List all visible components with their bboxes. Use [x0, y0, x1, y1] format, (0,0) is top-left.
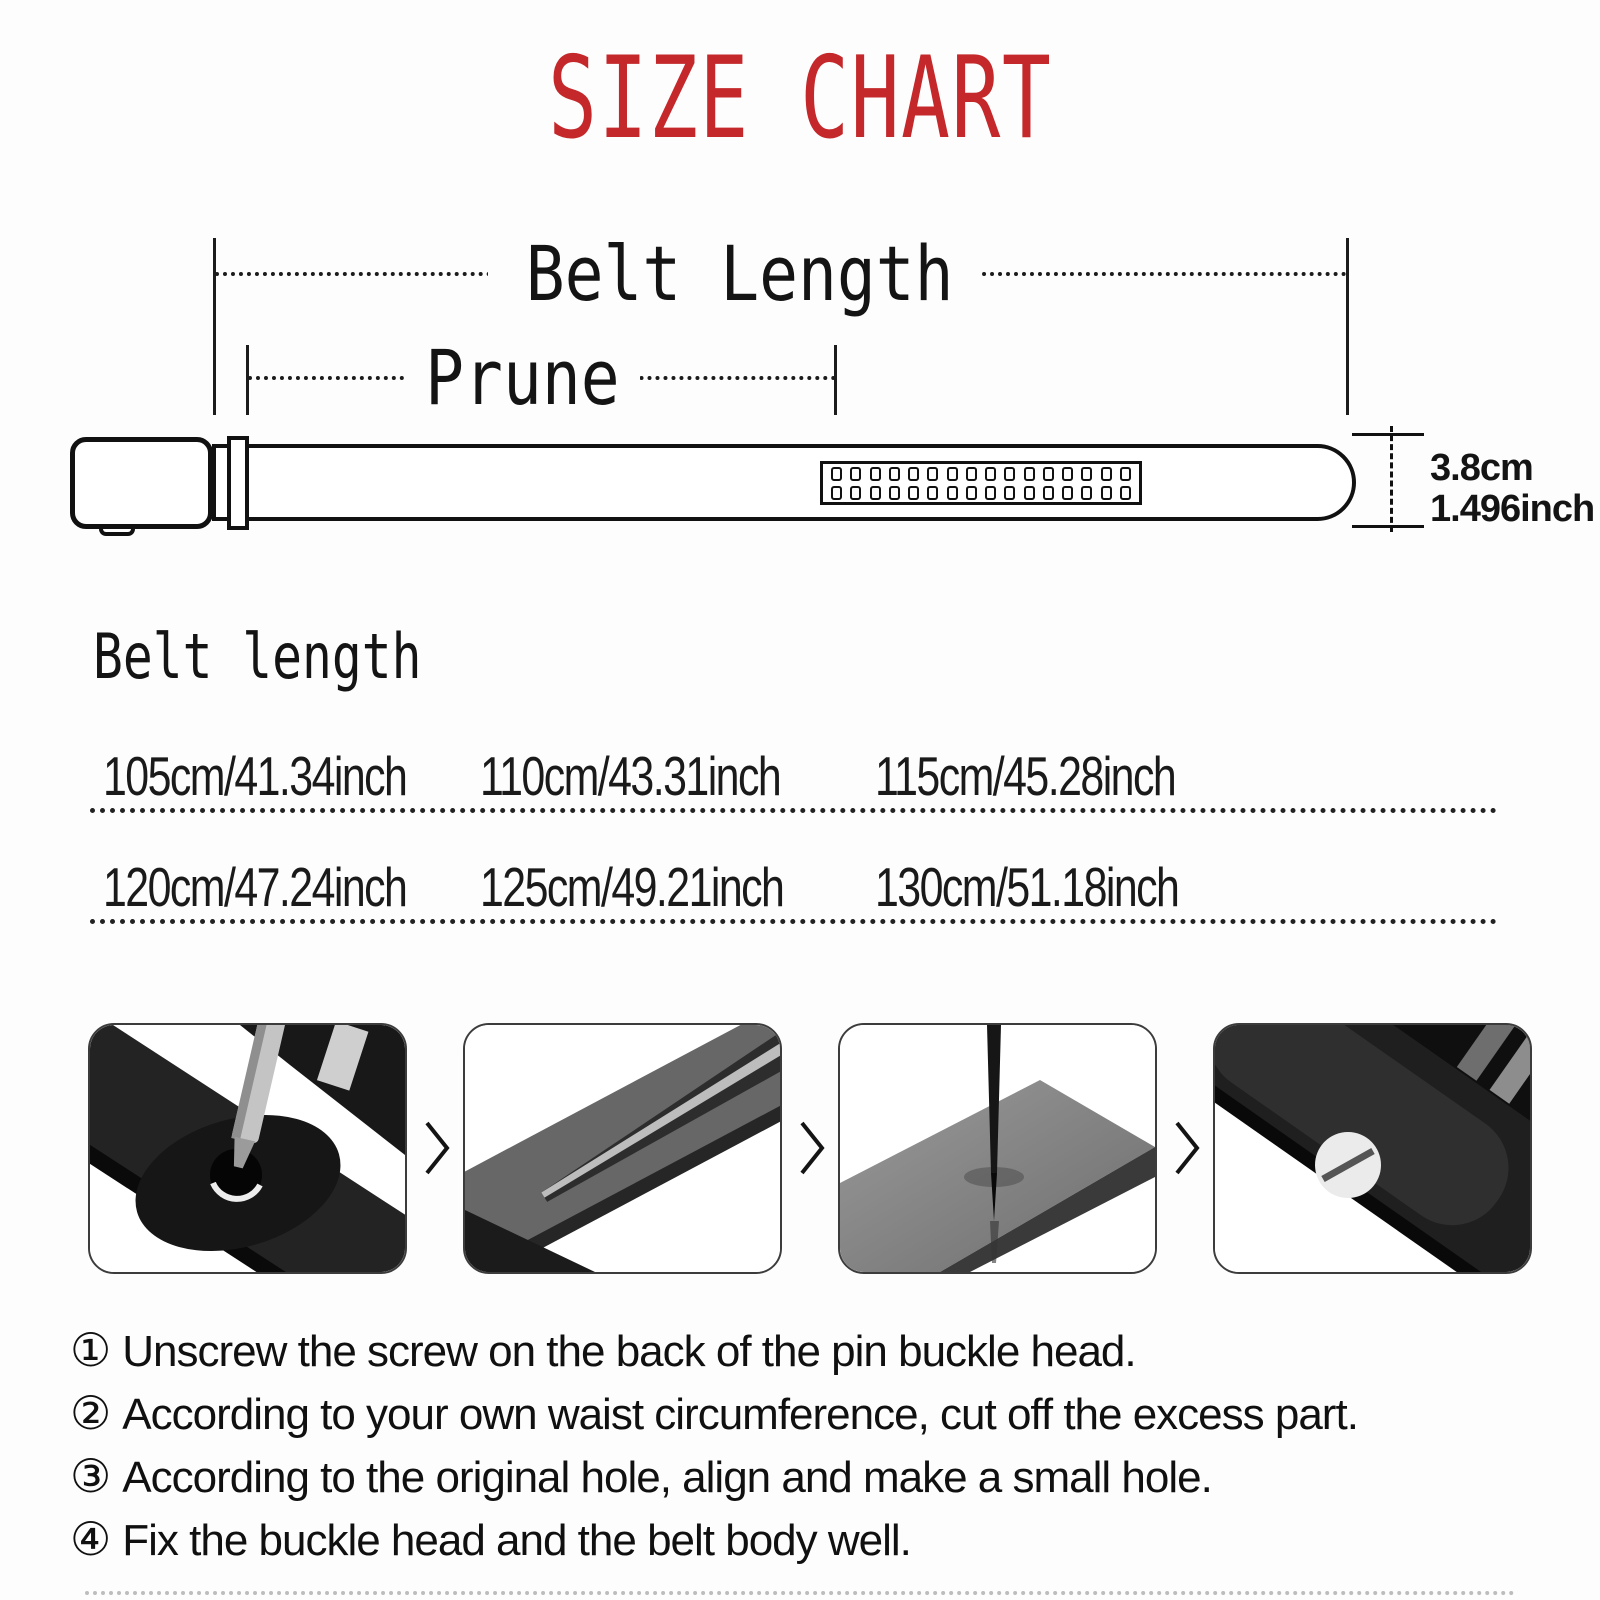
step-number-4: ④ — [70, 1512, 111, 1566]
belt-hole — [908, 467, 919, 481]
screwdriver-unscrew-photo — [88, 1023, 407, 1274]
instruction-text: Unscrew the screw on the back of the pin buckle head. — [122, 1327, 1136, 1376]
belt-length-right-tick — [1346, 238, 1349, 415]
prune-label: Prune — [405, 340, 640, 416]
scissors-cut-photo — [463, 1023, 782, 1274]
belt-hole — [1043, 486, 1054, 500]
belt-hole — [850, 467, 861, 481]
step-number-1: ① — [70, 1323, 111, 1377]
belt-hole — [985, 467, 996, 481]
dotted-divider — [90, 919, 1497, 924]
belt-hole — [1120, 486, 1131, 500]
thickness-top-tick — [1352, 433, 1424, 436]
belt-hole — [1024, 467, 1035, 481]
page-title — [0, 32, 1600, 164]
instruction-text: According to your own waist circumference, cut off the excess part. — [122, 1390, 1358, 1439]
dotted-divider — [90, 808, 1497, 813]
belt-hole — [927, 486, 938, 500]
size-cell: 105cm/41.34inch — [103, 745, 407, 807]
belt-hole — [870, 467, 881, 481]
awl-punch-hole-photo — [838, 1023, 1157, 1274]
instruction-text: According to the original hole, align and make a small hole. — [122, 1453, 1212, 1502]
belt-hole — [966, 486, 977, 500]
bottom-dotted-line — [85, 1591, 1515, 1595]
belt-hole — [1081, 467, 1092, 481]
belt-hole — [966, 467, 977, 481]
belt-hole — [1004, 486, 1015, 500]
belt-hole — [985, 486, 996, 500]
belt-hole — [908, 486, 919, 500]
instruction-step-1 — [70, 1325, 1136, 1377]
size-cell: 115cm/45.28inch — [875, 745, 1176, 807]
belt-hole — [1101, 486, 1112, 500]
thickness-dashed-line — [1390, 426, 1393, 532]
belt-strap — [212, 444, 1356, 521]
belt-length-left-tick — [213, 238, 216, 415]
size-cell: 130cm/51.18inch — [875, 856, 1179, 918]
instruction-text: Fix the buckle head and the belt body well. — [122, 1516, 911, 1565]
instruction-step-4 — [70, 1514, 911, 1566]
thickness-cm-label: 3.8cm — [1430, 447, 1533, 489]
belt-hole — [889, 467, 900, 481]
belt-hole — [850, 486, 861, 500]
belt-buckle — [70, 437, 213, 529]
prune-left-tick — [246, 345, 249, 415]
belt-hole — [1062, 486, 1073, 500]
belt-hole — [947, 467, 958, 481]
chevron-right-icon — [799, 1120, 825, 1176]
step-number-3: ③ — [70, 1449, 111, 1503]
thickness-bottom-tick — [1352, 525, 1424, 528]
thickness-inch-label: 1.496inch — [1430, 488, 1595, 530]
step-number-2: ② — [70, 1386, 111, 1440]
belt-hole — [1120, 467, 1131, 481]
belt-hole — [870, 486, 881, 500]
belt-hole — [947, 486, 958, 500]
prune-right-tick — [834, 345, 837, 415]
size-cell: 125cm/49.21inch — [480, 856, 784, 918]
instruction-step-2 — [70, 1388, 1358, 1440]
size-cell: 110cm/43.31inch — [480, 745, 781, 807]
belt-hole — [889, 486, 900, 500]
belt-hole — [1004, 467, 1015, 481]
belt-hole — [831, 486, 842, 500]
belt-slider-bar — [227, 436, 249, 530]
belt-length-label: Belt Length — [488, 236, 978, 312]
belt-hole — [831, 467, 842, 481]
instruction-step-3 — [70, 1451, 1212, 1503]
buckle-fixed-photo — [1213, 1023, 1532, 1274]
size-table-heading: Belt length — [93, 620, 422, 693]
chevron-right-icon — [1174, 1120, 1200, 1176]
size-cell: 120cm/47.24inch — [103, 856, 407, 918]
page-title-text: SIZE CHART — [547, 32, 1053, 164]
chevron-right-icon — [424, 1120, 450, 1176]
belt-hole — [1062, 467, 1073, 481]
belt-hole — [1101, 467, 1112, 481]
belt-hole — [927, 467, 938, 481]
belt-hole — [1043, 467, 1054, 481]
belt-hole — [1081, 486, 1092, 500]
belt-holes — [820, 461, 1142, 505]
belt-hole — [1024, 486, 1035, 500]
